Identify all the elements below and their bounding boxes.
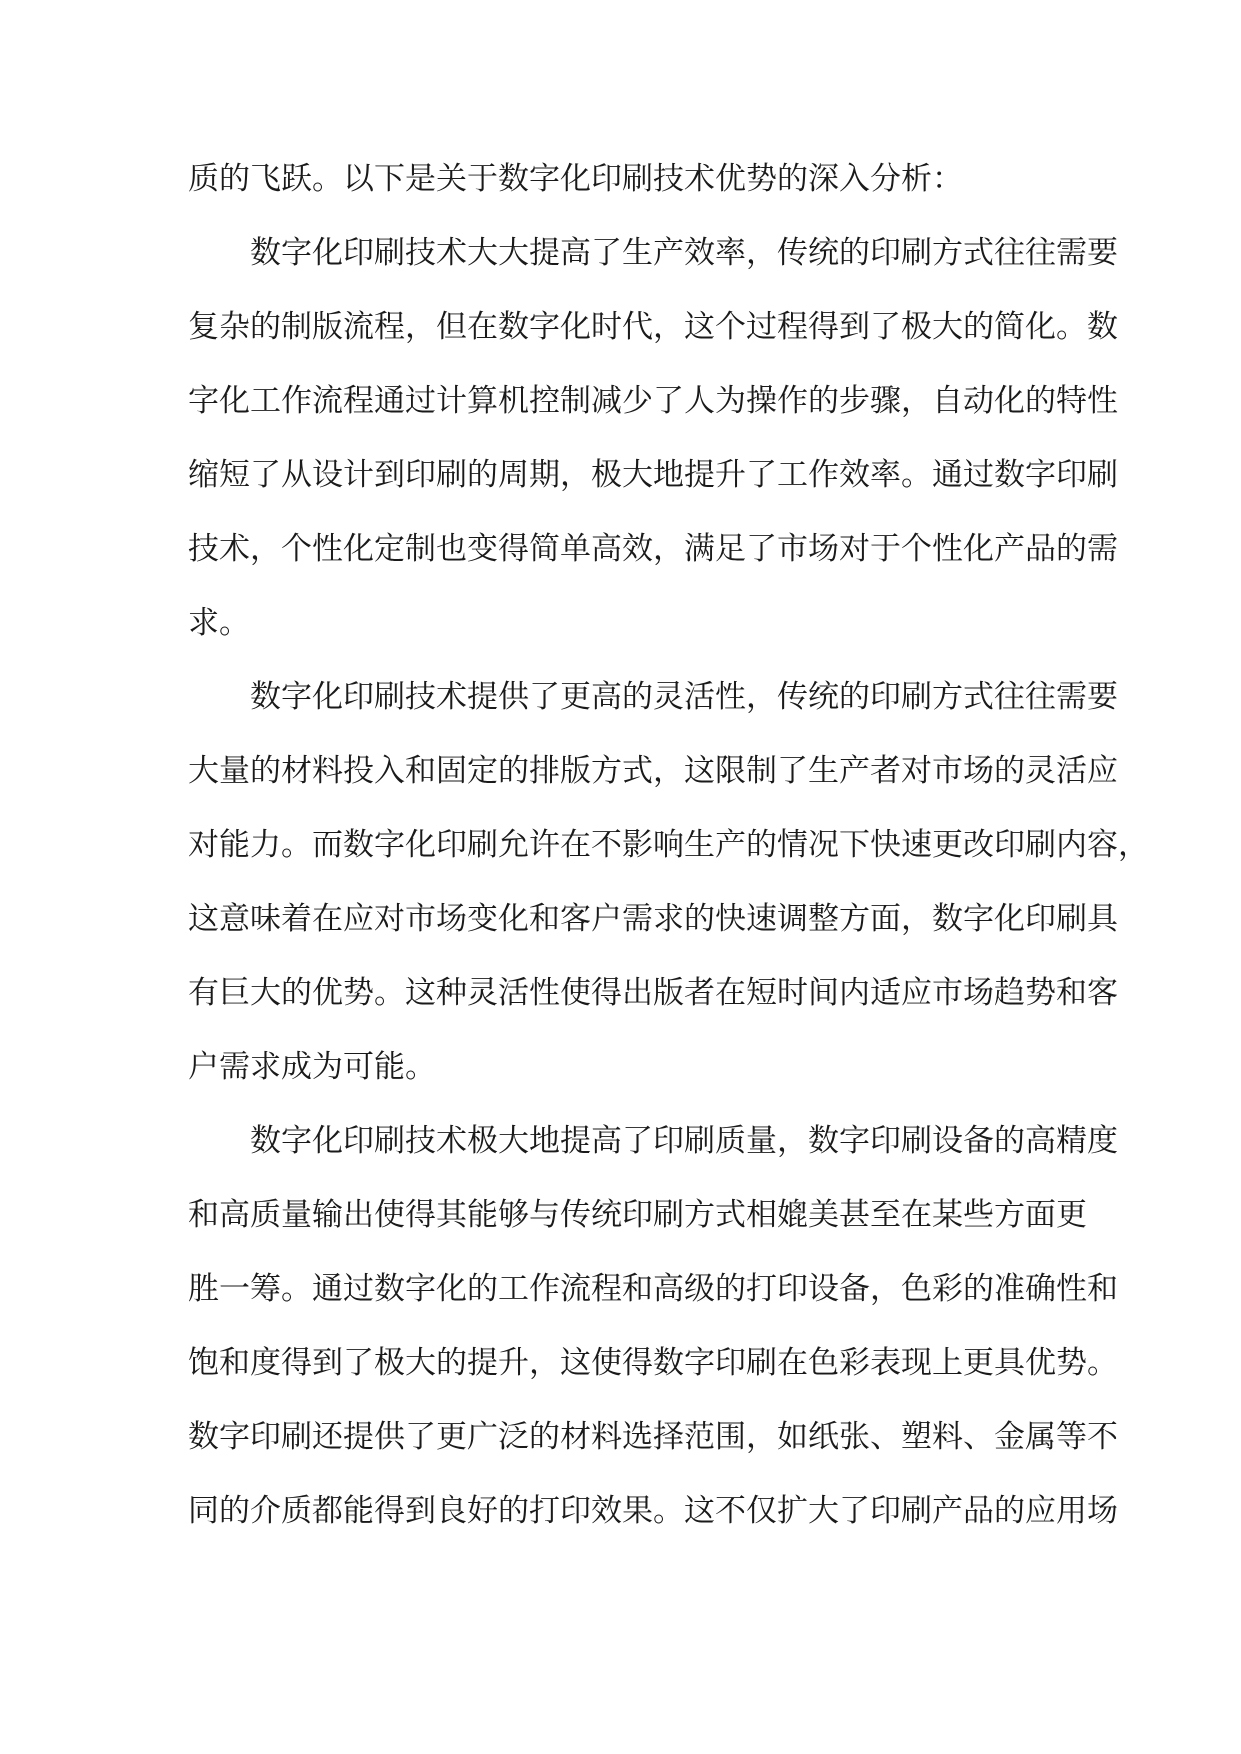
text-line: 对能力。而数字化印刷允许在不影响生产的情况下快速更改印刷内容， (188, 827, 1149, 863)
text-line: 技术，个性化定制也变得简单高效，满足了市场对于个性化产品的需 (188, 531, 1118, 567)
paragraph-first-line: 数字化印刷技术极大地提高了印刷质量，数字印刷设备的高精度 (250, 1123, 1118, 1159)
text-line: 大量的材料投入和固定的排版方式，这限制了生产者对市场的灵活应 (188, 753, 1118, 789)
text-line: 和高质量输出使得其能够与传统印刷方式相媲美甚至在某些方面更 (188, 1197, 1087, 1233)
text-line: 饱和度得到了极大的提升，这使得数字印刷在色彩表现上更具优势。 (188, 1345, 1118, 1381)
text-line: 缩短了从设计到印刷的周期，极大地提升了工作效率。通过数字印刷 (188, 457, 1118, 493)
body-text (188, 142, 1149, 1548)
text-line: 质的飞跃。以下是关于数字化印刷技术优势的深入分析： (188, 161, 963, 197)
text-line: 有巨大的优势。这种灵活性使得出版者在短时间内适应市场趋势和客 (188, 975, 1118, 1011)
text-line: 这意味着在应对市场变化和客户需求的快速调整方面，数字化印刷具 (188, 901, 1118, 937)
text-line: 户需求成为可能。 (188, 1049, 436, 1085)
paragraph-first-line: 数字化印刷技术提供了更高的灵活性，传统的印刷方式往往需要 (250, 679, 1118, 715)
text-line: 复杂的制版流程，但在数字化时代，这个过程得到了极大的简化。数 (188, 309, 1118, 345)
text-line: 数字印刷还提供了更广泛的材料选择范围，如纸张、塑料、金属等不 (188, 1419, 1118, 1455)
paragraph-first-line: 数字化印刷技术大大提高了生产效率，传统的印刷方式往往需要 (250, 235, 1118, 271)
text-line: 字化工作流程通过计算机控制减少了人为操作的步骤，自动化的特性 (188, 383, 1118, 419)
text-line: 胜一筹。通过数字化的工作流程和高级的打印设备，色彩的准确性和 (188, 1271, 1118, 1307)
text-line: 同的介质都能得到良好的打印效果。这不仅扩大了印刷产品的应用场 (188, 1493, 1118, 1529)
text-line: 求。 (188, 605, 250, 641)
